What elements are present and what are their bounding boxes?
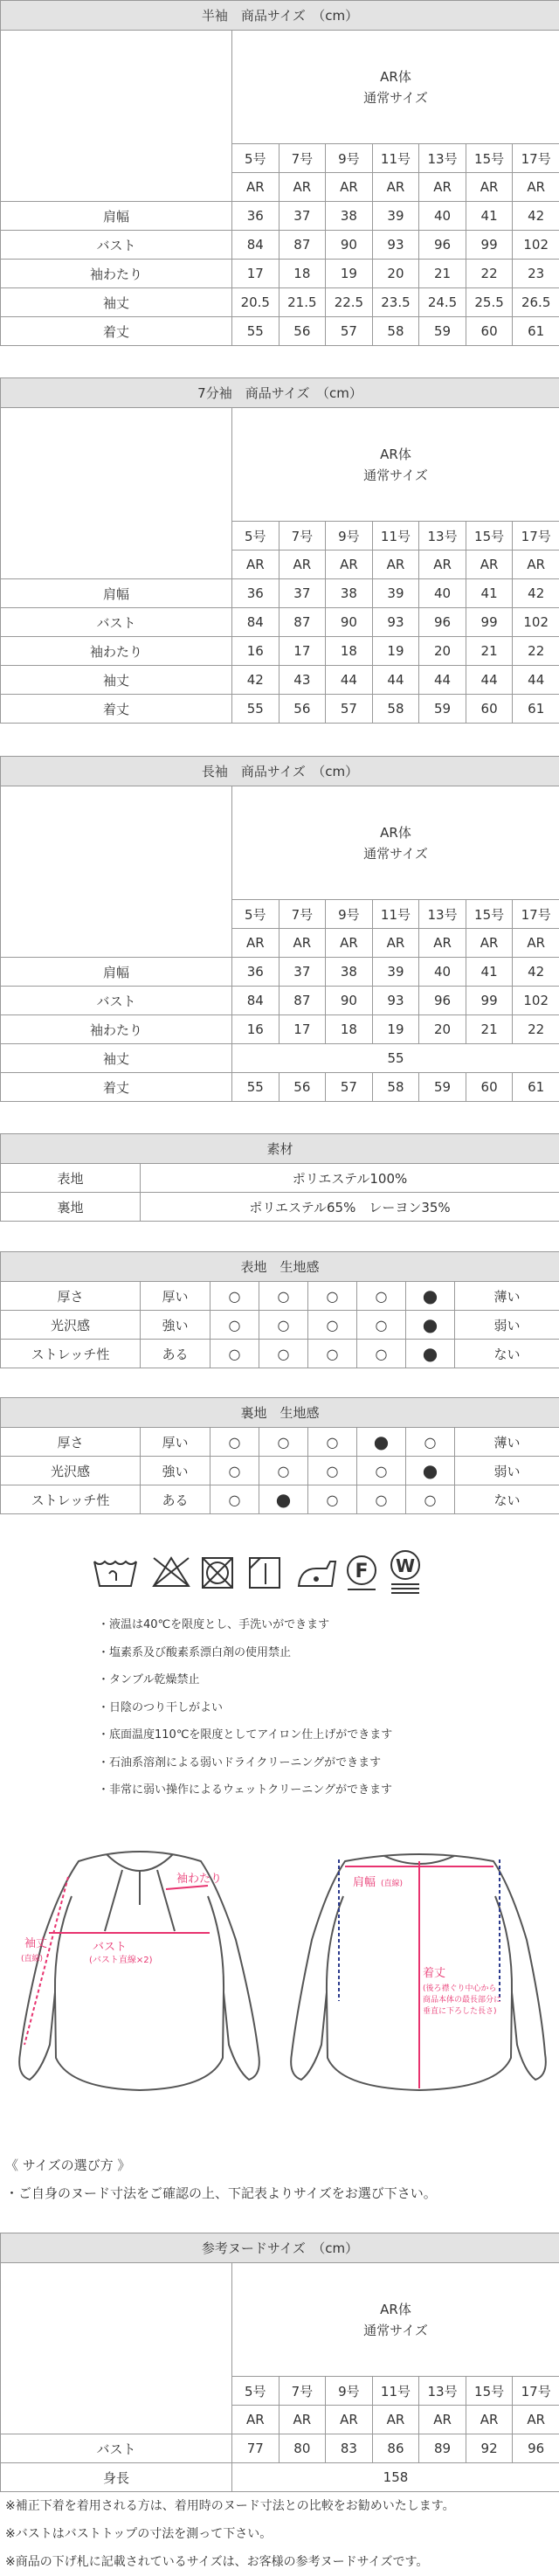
body-shape-cell: AR体 通常サイズ (232, 2263, 559, 2377)
empty-circle-icon: ○ (326, 1433, 339, 1451)
filled-circle-icon: ● (422, 1285, 438, 1306)
size-guide-heading: 《 サイズの選び方 》 (5, 2157, 131, 2173)
table-title: 裏地 生地感 (1, 1398, 559, 1428)
empty-circle-icon: ○ (277, 1462, 290, 1479)
care-icons (0, 1542, 559, 1603)
table-row: ストレッチ性 ある ○ ● ○ ○ ○ ない (1, 1485, 559, 1514)
table-row: 肩幅 36 37 38 39 40 41 42 (1, 958, 559, 987)
care-note: ・非常に弱い操作によるウェットクリーニングができます (98, 1783, 392, 1797)
body-shape-cell: AR体 通常サイズ (232, 786, 559, 900)
size-table-three-quarter-sleeve: 7分袖 商品サイズ （cm） AR体 通常サイズ 5号 7号 9号 11号 13号 15号 17号 AR AR AR AR AR AR AR 肩幅 36 37 38 39 40 41 42 バスト 84 87 90 93 96 99 102 袖わたり 16 17 18 19 20 21 22 袖丈 42 43 44 44 44 44 44 着丈 55 56 57 58 59 60 61 (0, 377, 559, 724)
measurement-diagram (0, 1835, 559, 2123)
empty-circle-icon: ○ (277, 1433, 290, 1451)
empty-circle-icon: ○ (375, 1316, 388, 1333)
table-row: 肩幅 36 37 38 39 40 41 42 (1, 579, 559, 608)
size-guide-text: ・ご自身のヌード寸法をご確認の上、下記表よりサイズをお選び下さい。 (5, 2185, 437, 2201)
empty-circle-icon: ○ (375, 1287, 388, 1305)
table-row: 身長 158 (1, 2463, 559, 2492)
empty-circle-icon: ○ (277, 1345, 290, 1362)
footnote: ※商品の下げ札に記載されているサイズは、お客様の参考ヌードサイズです。 (5, 2555, 429, 2569)
iron-110-icon (299, 1562, 335, 1586)
empty-circle-icon: ○ (277, 1287, 290, 1305)
table-row: 肩幅 36 37 38 39 40 41 42 (1, 202, 559, 231)
table-row: 着丈 55 56 57 58 59 60 61 (1, 1073, 559, 1102)
shoulder-width-label: 肩幅 (353, 1876, 376, 1889)
table-title: 素材 (1, 1134, 559, 1164)
empty-circle-icon: ○ (326, 1462, 339, 1479)
filled-circle-icon: ● (422, 1314, 438, 1335)
lining-fabric-feel-table (0, 1397, 559, 1514)
table-row: 袖わたり 16 17 18 19 20 21 22 (1, 1015, 559, 1044)
front-blouse-illustration (19, 1852, 259, 2090)
footnote: ※バストはバストトップの寸法を測って下さい。 (5, 2527, 273, 2541)
table-title: 参考ヌードサイズ （cm） (1, 2233, 559, 2263)
care-note: ・底面温度110℃を限度としてアイロン仕上げができます (98, 1728, 393, 1742)
table-row: バスト 84 87 90 93 96 99 102 (1, 608, 559, 637)
nude-size-table: 参考ヌードサイズ （cm） AR体 通常サイズ 5号 7号 9号 11号 13号 15号 17号 AR AR AR AR AR AR AR バスト 77 80 83 86 89 92 96 身長 158 (0, 2233, 559, 2492)
empty-circle-icon: ○ (424, 1433, 437, 1451)
table-row: バスト 84 87 90 93 96 99 102 (1, 987, 559, 1015)
table-row: 裏地 ポリエステル65% レーヨン35% (1, 1193, 559, 1222)
care-note: ・日陰のつり干しがよい (98, 1701, 224, 1714)
svg-text:(後ろ襟ぐり中心から: (後ろ襟ぐり中心から (423, 1984, 497, 1993)
svg-text:W: W (395, 1555, 416, 1576)
size-table-long-sleeve: 長袖 商品サイズ （cm） AR体 通常サイズ 5号 7号 9号 11号 13号 15号 17号 AR AR AR AR AR AR AR 肩幅 36 37 38 39 40 41 42 バスト 84 87 90 93 96 99 102 袖わたり 16 17 18 19 20 21 22 袖丈 55 着丈 55 56 57 58 59 60 61 (0, 756, 559, 1102)
table-row: 袖わたり 17 18 19 20 21 22 23 (1, 260, 559, 288)
empty-circle-icon: ○ (326, 1287, 339, 1305)
outer-fabric-feel-table (0, 1251, 559, 1368)
care-note: ・液温は40℃を限度とし、手洗いができます (98, 1618, 330, 1631)
wet-clean-w-icon (391, 1551, 419, 1593)
care-note: ・タンブル乾燥禁止 (98, 1673, 200, 1686)
sleeve-length-label: 袖丈 (24, 1937, 48, 1950)
dry-clean-f-icon (348, 1556, 376, 1589)
empty-circle-icon: ○ (228, 1345, 241, 1362)
svg-text:F: F (355, 1561, 369, 1582)
empty-circle-icon: ○ (228, 1462, 241, 1479)
length-label: 着丈 (423, 1967, 446, 1980)
table-row: 光沢感 強い ○ ○ ○ ○ ● 弱い (1, 1457, 559, 1485)
wash-40-icon (94, 1562, 136, 1586)
empty-circle-icon: ○ (375, 1491, 388, 1508)
size-table-short-sleeve: 半袖 商品サイズ （cm） AR体 通常サイズ 5号 7号 9号 11号 13号 15号 17号 AR AR AR AR AR AR AR 肩幅 36 37 38 39 40 41 42 バスト 84 87 90 93 96 99 102 袖わたり 17 18 19 20 21 22 23 袖丈 20.5 21.5 22.5 23.5 24.5 25.5 26.5 着丈 55 56 57 58 59 60 61 (0, 0, 559, 346)
body-shape-cell: AR体 通常サイズ (232, 408, 559, 522)
table-row: 表地 ポリエステル100% (1, 1164, 559, 1193)
empty-circle-icon: ○ (424, 1491, 437, 1508)
empty-circle-icon: ○ (326, 1345, 339, 1362)
sleeve-width-label: 袖わたり (176, 1873, 223, 1886)
empty-circle-icon: ○ (228, 1433, 241, 1451)
svg-text:垂直に下ろした長さ): 垂直に下ろした長さ) (423, 2007, 497, 2016)
material-table (0, 1133, 559, 1222)
table-title: 半袖 商品サイズ （cm） (1, 1, 559, 31)
care-note: ・石油系溶剤による弱いドライクリーニングができます (98, 1756, 382, 1769)
tumble-dry-prohibited-icon (203, 1558, 232, 1588)
filled-circle-icon: ● (422, 1343, 438, 1364)
empty-circle-icon: ○ (326, 1491, 339, 1508)
empty-circle-icon: ○ (375, 1462, 388, 1479)
table-title: 7分袖 商品サイズ （cm） (1, 378, 559, 408)
svg-text:(直線): (直線) (381, 1880, 404, 1888)
filled-circle-icon: ● (275, 1489, 292, 1510)
svg-text:(直線): (直線) (21, 1955, 44, 1963)
table-row: 袖丈 42 43 44 44 44 44 44 (1, 666, 559, 695)
table-title: 表地 生地感 (1, 1252, 559, 1282)
svg-text:商品本体の最長部分に: 商品本体の最長部分に (423, 1996, 502, 2005)
table-row: バスト 84 87 90 93 96 99 102 (1, 231, 559, 260)
table-row: 光沢感 強い ○ ○ ○ ○ ● 弱い (1, 1311, 559, 1340)
table-row: 袖丈 55 (1, 1044, 559, 1073)
svg-text:(バスト直線×2): (バスト直線×2) (89, 1956, 153, 1965)
filled-circle-icon: ● (422, 1460, 438, 1481)
empty-circle-icon: ○ (228, 1316, 241, 1333)
table-row: 着丈 55 56 57 58 59 60 61 (1, 695, 559, 724)
table-row: 厚さ 厚い ○ ○ ○ ● ○ 薄い (1, 1428, 559, 1457)
table-row: 着丈 55 56 57 58 59 60 61 (1, 317, 559, 346)
empty-circle-icon: ○ (277, 1316, 290, 1333)
body-shape-cell: AR体 通常サイズ (232, 31, 559, 144)
footnote: ※補正下着を着用される方は、着用時のヌード寸法との比較をお勧めいたします。 (5, 2499, 455, 2513)
empty-circle-icon: ○ (228, 1287, 241, 1305)
table-row: 袖わたり 16 17 18 19 20 21 22 (1, 637, 559, 666)
table-row: バスト 77 80 83 86 89 92 96 (1, 2434, 559, 2463)
care-note: ・塩素系及び酸素系漂白剤の使用禁止 (98, 1646, 292, 1659)
table-row: ストレッチ性 ある ○ ○ ○ ○ ● ない (1, 1340, 559, 1368)
empty-circle-icon: ○ (228, 1491, 241, 1508)
table-row: 袖丈 20.5 21.5 22.5 23.5 24.5 25.5 26.5 (1, 288, 559, 317)
table-title: 長袖 商品サイズ （cm） (1, 757, 559, 786)
no-bleach-icon (154, 1558, 189, 1586)
empty-circle-icon: ○ (375, 1345, 388, 1362)
shade-line-dry-icon (250, 1558, 280, 1588)
table-row: 厚さ 厚い ○ ○ ○ ○ ● 薄い (1, 1282, 559, 1311)
empty-circle-icon: ○ (326, 1316, 339, 1333)
bust-label: バスト (93, 1941, 128, 1954)
filled-circle-icon: ● (373, 1431, 390, 1452)
back-measure-lines (339, 1859, 500, 2088)
